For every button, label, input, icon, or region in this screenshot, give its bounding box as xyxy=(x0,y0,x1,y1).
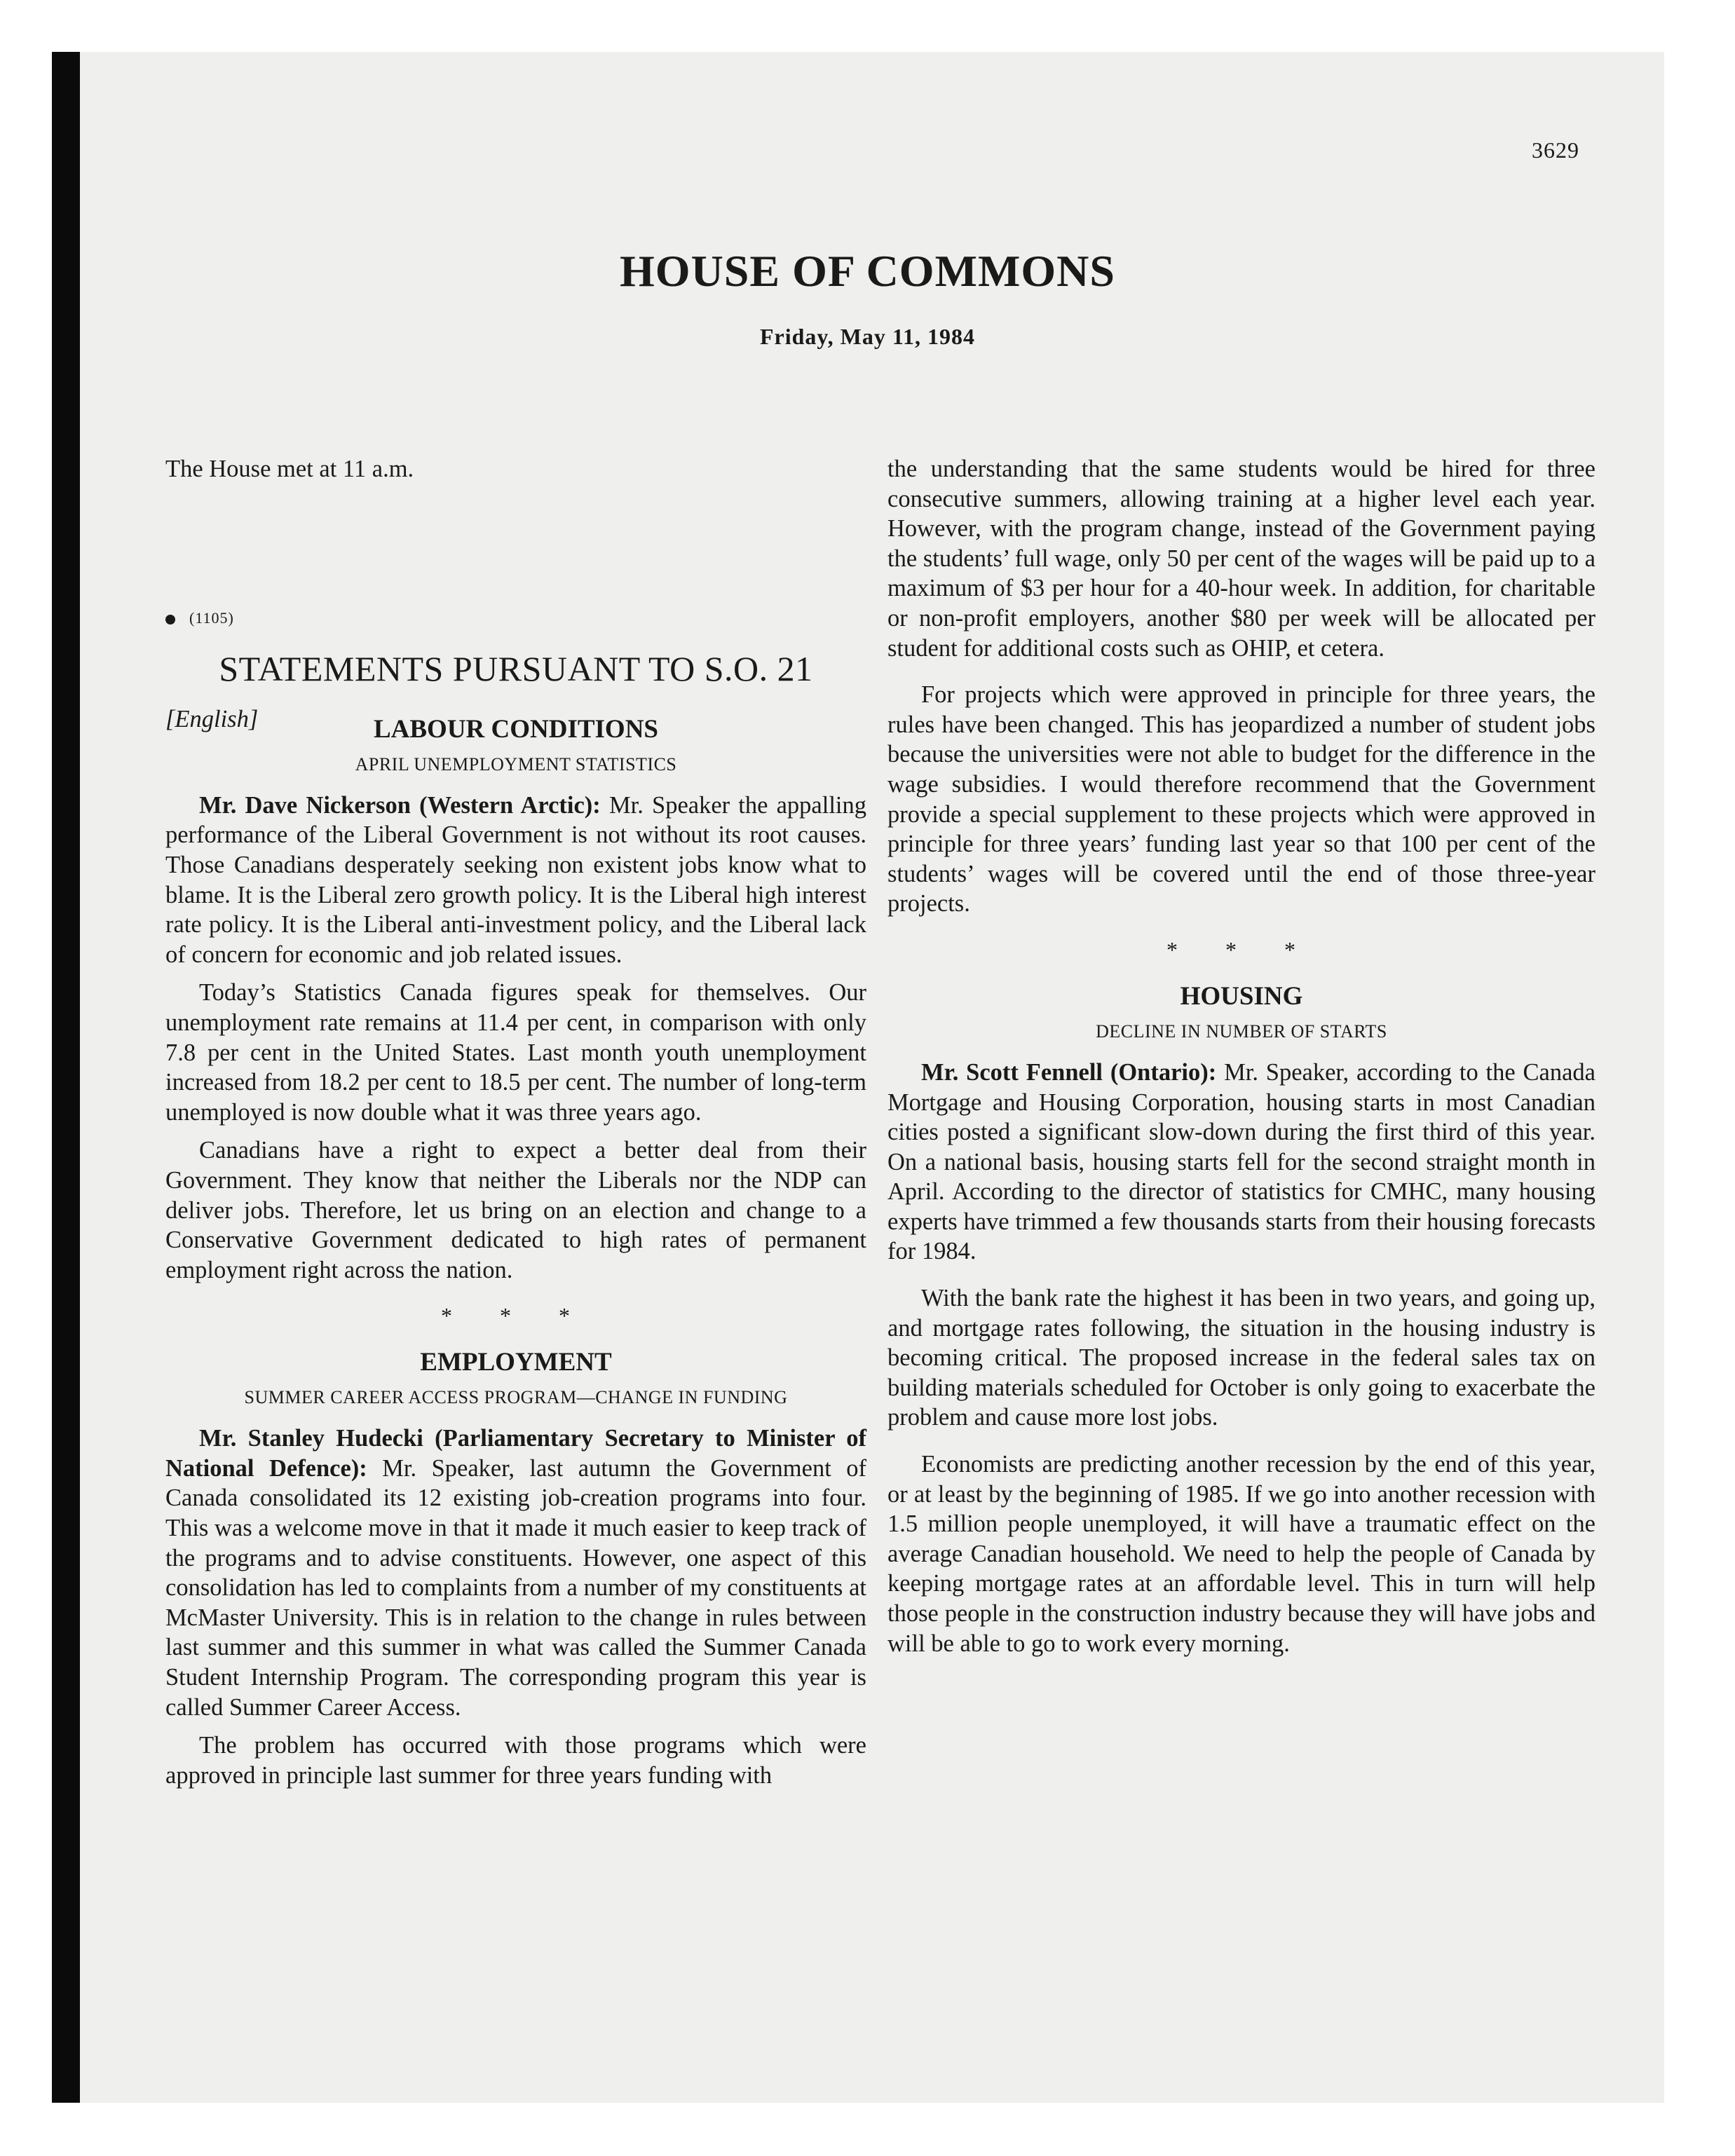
speaker-name: Mr. Stanley Hudecki (Parliamentary Secretary to Minister of National Defence): xyxy=(165,1425,866,1482)
topic-heading-housing: HOUSING xyxy=(1180,981,1303,1011)
time-stamp-text: (1105) xyxy=(189,608,234,627)
section-separator: * * * xyxy=(1166,936,1316,962)
left-column xyxy=(165,454,866,1790)
speaker-name: Mr. Scott Fennell (Ontario): xyxy=(921,1058,1217,1086)
statement-paragraph: For projects which were approved in principle for three years, the rules have been changed. This has jeopardized a number of student jobs because the universities were not able to budget for the difference in the wage subsidies. I would therefore recommend that the Government provide a special supplement to these projects which were approved in principle for three years’ funding last year so that 100 per cent of the students’ wages will be covered until the end of those three-year projects. xyxy=(887,681,1595,917)
paragraph-text: Mr. Speaker, last autumn the Government of Canada consolidated its 12 existing job-creation programs into four. This was a welcome move in that it made it much easier to keep track of the programs and to advise constituents. However, one aspect of this consolidation has led to complaints from a number of my constituents at McMaster University. This is in relation to the change in rules between last summer and this summer in what was called the Summer Canada Student Internship Program. The corresponding program this year is called Summer Career Access. xyxy=(165,1454,866,1721)
paragraph-text: Mr. Speaker the appalling performance of the Liberal Government is not without its root causes. Those Canadians desperately seeking non existent jobs know what to blame. It is the Liberal zero growth policy. It is the Liberal high interest rate policy. It is the Liberal anti-investment policy, and the Liberal lack of concern for economic and job related issues. xyxy=(165,791,866,968)
sitting-date: Friday, May 11, 1984 xyxy=(759,324,976,349)
statement-paragraph: the understanding that the same students would be hired for three consecutive summers, allowing training at a higher level each year. However, with the program change, instead of the Government paying the students’ full wage, only 50 per cent of the wages will be paid up to a maximum of $3 per hour for a 40-hour week. In addition, for charitable or non-profit employers, another $80 per week will be allocated per student for additional costs such as OHIP, et cetera. xyxy=(887,456,1595,662)
right-column xyxy=(887,454,1595,1658)
statement-paragraph xyxy=(165,1424,866,1722)
language-tag: [English] xyxy=(165,706,259,733)
section-separator: * * * xyxy=(441,1303,591,1329)
bullet-icon xyxy=(165,615,175,625)
topic-heading-employment: EMPLOYMENT xyxy=(420,1348,612,1377)
page-title: HOUSE OF COMMONS xyxy=(620,246,1115,296)
topic-subheading-labour: APRIL UNEMPLOYMENT STATISTICS xyxy=(355,753,677,775)
statement-paragraph: Canadians have a right to expect a better deal from their Government. They know that neither the Liberals nor the NDP can deliver jobs. Therefore, let us bring on an election and change to a Conservative Government dedicated to high rates of permanent employment right across the nation. xyxy=(165,1137,866,1283)
binding-edge xyxy=(52,52,80,2103)
statement-paragraph xyxy=(165,791,866,970)
statement-paragraph xyxy=(887,1058,1595,1267)
statement-paragraph: Economists are predicting another recession by the end of this year, or at least by the beginning of 1985. If we go into another recession with 1.5 million people unemployed, it will have a traumatic effect on the average Canadian household. We need to help the people of Canada by keeping mortgage rates at an affordable level. This in turn will help those people in the construction industry because they will have jobs and will be able to go to work every morning. xyxy=(887,1451,1595,1657)
paragraph-text: Mr. Speaker, according to the Canada Mortgage and Housing Corporation, housing starts in most Canadian cities posted a significant slow-down during the first third of this year. On a national basis, housing starts fell for the second straight month in April. According to the director of statistics for CMHC, many housing experts have trimmed a few thousands starts from their housing forecasts for 1984. xyxy=(887,1058,1595,1265)
topic-heading-labour: LABOUR CONDITIONS xyxy=(373,714,659,744)
page-number: 3629 xyxy=(1532,137,1579,163)
sitting-opening: The House met at 11 a.m. xyxy=(165,456,414,482)
statement-paragraph: The problem has occurred with those programs which were approved in principle last summer for three years funding with xyxy=(165,1732,866,1789)
topic-subheading-housing: DECLINE IN NUMBER OF STARTS xyxy=(1096,1021,1387,1042)
topic-subheading-employment: SUMMER CAREER ACCESS PROGRAM—CHANGE IN FUNDING xyxy=(244,1387,788,1408)
statement-paragraph: Today’s Statistics Canada figures speak for themselves. Our unemployment rate remains at 11.4 per cent, in comparison with only 7.8 per cent in the United States. Last month youth unemployment increased from 18.2 per cent to 18.5 per cent. The number of long-term unemployed is now double what it was three years ago. xyxy=(165,979,866,1126)
time-stamp xyxy=(165,603,866,634)
statement-paragraph: With the bank rate the highest it has been in two years, and going up, and mortgage rates following, the situation in the housing industry is becoming critical. The proposed increase in the federal sales tax on building materials scheduled for October is only going to exacerbate the problem and cause more lost jobs. xyxy=(887,1285,1595,1431)
speaker-name: Mr. Dave Nickerson (Western Arctic): xyxy=(199,791,601,819)
section-heading: STATEMENTS PURSUANT TO S.O. 21 xyxy=(219,649,813,689)
